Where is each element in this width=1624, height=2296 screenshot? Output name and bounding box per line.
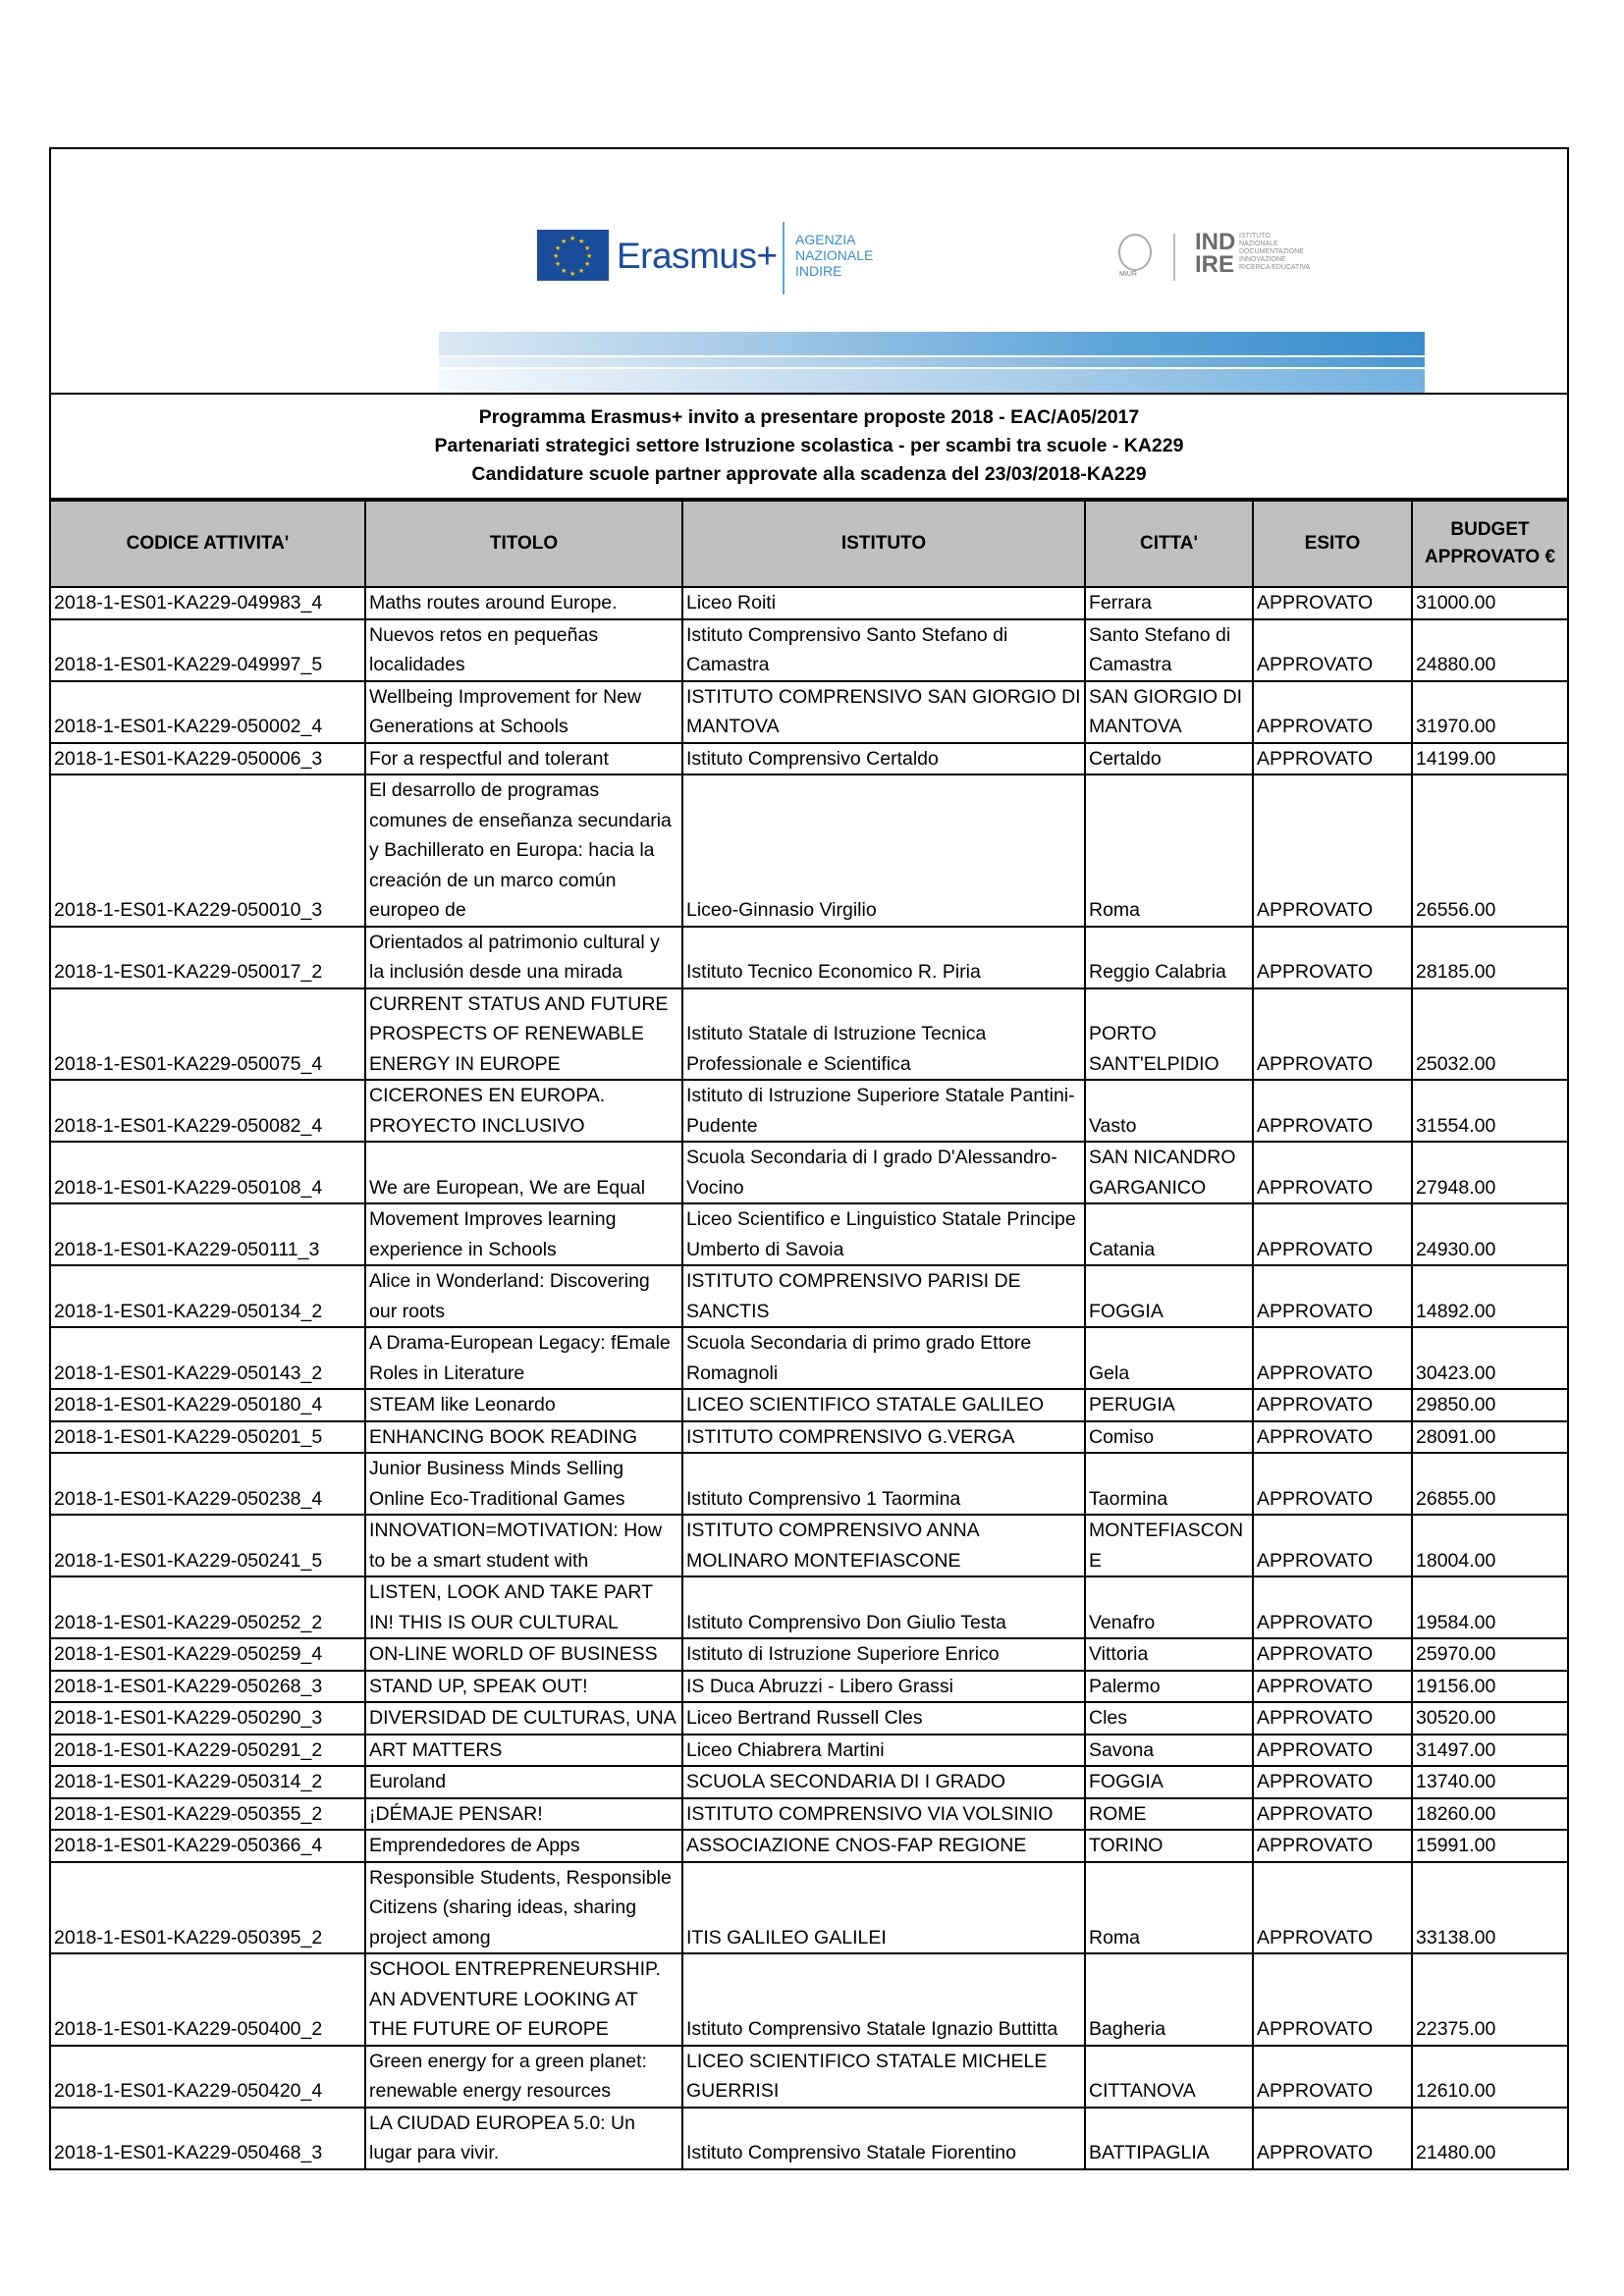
table-header-row [51, 501, 1567, 587]
header-esito: ESITO [1253, 501, 1412, 587]
cell-esito: APPROVATO [1253, 1735, 1412, 1767]
cell-titolo: Responsible Students, Responsible Citizens (sharing ideas, sharing project among [365, 1862, 682, 1954]
cell-budget: 18260.00 [1412, 1798, 1567, 1831]
table-row [51, 988, 1567, 1081]
cell-budget: 31970.00 [1412, 681, 1567, 743]
miur-seal-icon [1118, 234, 1152, 271]
cell-esito: APPROVATO [1253, 1702, 1412, 1735]
cell-budget: 30423.00 [1412, 1327, 1567, 1389]
cell-codice: 2018-1-ES01-KA229-049983_4 [51, 587, 365, 619]
table-row [51, 681, 1567, 743]
cell-esito: APPROVATO [1253, 1862, 1412, 1954]
cell-istituto: Istituto Comprensivo Don Giulio Testa [682, 1576, 1085, 1638]
cell-citta: Vittoria [1085, 1638, 1253, 1671]
cell-citta: Roma [1085, 1862, 1253, 1954]
cell-istituto: Scuola Secondaria di primo grado Ettore Romagnoli [682, 1327, 1085, 1389]
cell-codice: 2018-1-ES01-KA229-050268_3 [51, 1671, 365, 1703]
cell-titolo: El desarrollo de programas comunes de enseñanza secundaria y Bachillerato en Europa: hacia la creación de un marco común europeo de [365, 774, 682, 927]
table-row [51, 774, 1567, 927]
cell-istituto: LICEO SCIENTIFICO STATALE MICHELE GUERRISI [682, 2046, 1085, 2108]
cell-esito: APPROVATO [1253, 1798, 1412, 1831]
cell-budget: 19584.00 [1412, 1576, 1567, 1638]
logo-divider-2 [1173, 234, 1175, 281]
cell-titolo: Emprendedores de Apps [365, 1830, 682, 1862]
cell-budget: 31554.00 [1412, 1080, 1567, 1142]
cell-istituto: Istituto Comprensivo Santo Stefano di Camastra [682, 619, 1085, 681]
cell-istituto: Liceo Scientifico e Linguistico Statale Principe Umberto di Savoia [682, 1203, 1085, 1265]
table-row [51, 1203, 1567, 1265]
cell-titolo: A Drama-European Legacy: fEmale Roles in Literature [365, 1327, 682, 1389]
table-row [51, 1327, 1567, 1389]
cell-istituto: Istituto Comprensivo 1 Taormina [682, 1453, 1085, 1515]
cell-codice: 2018-1-ES01-KA229-050395_2 [51, 1862, 365, 1954]
cell-codice: 2018-1-ES01-KA229-050366_4 [51, 1830, 365, 1862]
cell-titolo: STEAM like Leonardo [365, 1389, 682, 1421]
cell-budget: 14892.00 [1412, 1265, 1567, 1327]
indire-logo-text: IND IRE [1195, 229, 1236, 278]
table-row [51, 1453, 1567, 1515]
cell-istituto: Istituto Comprensivo Statale Fiorentino [682, 2108, 1085, 2168]
cell-budget: 15991.00 [1412, 1830, 1567, 1862]
cell-titolo: ART MATTERS [365, 1735, 682, 1767]
cell-codice: 2018-1-ES01-KA229-050075_4 [51, 988, 365, 1081]
cell-citta: BATTIPAGLIA [1085, 2108, 1253, 2168]
cell-titolo: LA CIUDAD EUROPEA 5.0: Un lugar para vivir. [365, 2108, 682, 2168]
cell-codice: 2018-1-ES01-KA229-050355_2 [51, 1798, 365, 1831]
cell-budget: 24930.00 [1412, 1203, 1567, 1265]
header-istituto: ISTITUTO [682, 501, 1085, 587]
agency-logo-text: AGENZIA NAZIONALE INDIRE [795, 232, 874, 279]
cell-codice: 2018-1-ES01-KA229-050002_4 [51, 681, 365, 743]
logo-band [51, 149, 1567, 395]
cell-esito: APPROVATO [1253, 1327, 1412, 1389]
cell-titolo: CICERONES EN EUROPA. PROYECTO INCLUSIVO [365, 1080, 682, 1142]
header-codice: CODICE ATTIVITA' [51, 501, 365, 587]
table-row [51, 1265, 1567, 1327]
cell-citta: Comiso [1085, 1421, 1253, 1454]
title-line-3: Candidature scuole partner approvate alla scadenza del 23/03/2018-KA229 [471, 463, 1147, 485]
table-row [51, 1638, 1567, 1671]
table-row [51, 1798, 1567, 1831]
cell-titolo: LISTEN, LOOK AND TAKE PART IN! THIS IS OUR CULTURAL [365, 1576, 682, 1638]
cell-istituto: Istituto Comprensivo Statale Ignazio Buttitta [682, 1953, 1085, 2046]
cell-esito: APPROVATO [1253, 587, 1412, 619]
cell-citta: Palermo [1085, 1671, 1253, 1703]
cell-citta: Bagheria [1085, 1953, 1253, 2046]
cell-citta: Reggio Calabria [1085, 927, 1253, 988]
cell-codice: 2018-1-ES01-KA229-050291_2 [51, 1735, 365, 1767]
cell-codice: 2018-1-ES01-KA229-050238_4 [51, 1453, 365, 1515]
table-row [51, 2046, 1567, 2108]
cell-citta: Catania [1085, 1203, 1253, 1265]
miur-label: MIUR [1119, 271, 1137, 278]
table-row [51, 1515, 1567, 1576]
cell-esito: APPROVATO [1253, 2108, 1412, 2168]
cell-citta: Santo Stefano di Camastra [1085, 619, 1253, 681]
cell-budget: 31000.00 [1412, 587, 1567, 619]
table-row [51, 1389, 1567, 1421]
cell-titolo: Euroland [365, 1766, 682, 1798]
cell-codice: 2018-1-ES01-KA229-050180_4 [51, 1389, 365, 1421]
table-row [51, 1735, 1567, 1767]
cell-esito: APPROVATO [1253, 1080, 1412, 1142]
cell-citta: Roma [1085, 774, 1253, 927]
cell-citta: SAN NICANDRO GARGANICO [1085, 1142, 1253, 1203]
cell-istituto: ASSOCIAZIONE CNOS-FAP REGIONE [682, 1830, 1085, 1862]
cell-titolo: STAND UP, SPEAK OUT! [365, 1671, 682, 1703]
cell-titolo: We are European, We are Equal [365, 1142, 682, 1203]
cell-budget: 30520.00 [1412, 1702, 1567, 1735]
cell-budget: 21480.00 [1412, 2108, 1567, 2168]
table-row [51, 1421, 1567, 1454]
cell-budget: 12610.00 [1412, 2046, 1567, 2108]
cell-codice: 2018-1-ES01-KA229-050201_5 [51, 1421, 365, 1454]
cell-esito: APPROVATO [1253, 743, 1412, 775]
cell-esito: APPROVATO [1253, 988, 1412, 1081]
cell-citta: FOGGIA [1085, 1265, 1253, 1327]
cell-esito: APPROVATO [1253, 774, 1412, 927]
cell-codice: 2018-1-ES01-KA229-050468_3 [51, 2108, 365, 2168]
cell-citta: SAN GIORGIO DI MANTOVA [1085, 681, 1253, 743]
eu-flag-logo: ★ ★ ★ ★ ★ ★ ★ ★ ★ ★ ★ ★ [537, 230, 609, 281]
cell-budget: 28091.00 [1412, 1421, 1567, 1454]
cell-codice: 2018-1-ES01-KA229-050017_2 [51, 927, 365, 988]
cell-esito: APPROVATO [1253, 619, 1412, 681]
cell-budget: 13740.00 [1412, 1766, 1567, 1798]
cell-istituto: Liceo-Ginnasio Virgilio [682, 774, 1085, 927]
cell-titolo: SCHOOL ENTREPRENEURSHIP. AN ADVENTURE LOOKING AT THE FUTURE OF EUROPE [365, 1953, 682, 2046]
cell-budget: 14199.00 [1412, 743, 1567, 775]
table-row [51, 1862, 1567, 1954]
cell-citta: Cles [1085, 1702, 1253, 1735]
cell-codice: 2018-1-ES01-KA229-050420_4 [51, 2046, 365, 2108]
cell-budget: 27948.00 [1412, 1142, 1567, 1203]
cell-istituto: ISTITUTO COMPRENSIVO PARISI DE SANCTIS [682, 1265, 1085, 1327]
table-row [51, 1080, 1567, 1142]
header-stripe [439, 332, 1425, 393]
cell-esito: APPROVATO [1253, 1265, 1412, 1327]
cell-budget: 28185.00 [1412, 927, 1567, 988]
cell-esito: APPROVATO [1253, 681, 1412, 743]
cell-codice: 2018-1-ES01-KA229-050259_4 [51, 1638, 365, 1671]
approved-schools-table [51, 500, 1567, 2168]
cell-codice: 2018-1-ES01-KA229-050143_2 [51, 1327, 365, 1389]
cell-istituto: IS Duca Abruzzi - Libero Grassi [682, 1671, 1085, 1703]
header-citta: CITTA' [1085, 501, 1253, 587]
table-row [51, 1671, 1567, 1703]
cell-istituto: ISTITUTO COMPRENSIVO G.VERGA [682, 1421, 1085, 1454]
table-row [51, 743, 1567, 775]
cell-istituto: Istituto Statale di Istruzione Tecnica Professionale e Scientifica [682, 988, 1085, 1081]
table-row [51, 619, 1567, 681]
cell-codice: 2018-1-ES01-KA229-050241_5 [51, 1515, 365, 1576]
cell-budget: 29850.00 [1412, 1389, 1567, 1421]
cell-budget: 26556.00 [1412, 774, 1567, 927]
document-frame [49, 147, 1569, 2170]
table-row [51, 927, 1567, 988]
cell-esito: APPROVATO [1253, 1830, 1412, 1862]
cell-titolo: INNOVATION=MOTIVATION: How to be a smart student with [365, 1515, 682, 1576]
cell-citta: Vasto [1085, 1080, 1253, 1142]
cell-budget: 25970.00 [1412, 1638, 1567, 1671]
cell-citta: PORTO SANT'ELPIDIO [1085, 988, 1253, 1081]
cell-titolo: ON-LINE WORLD OF BUSINESS [365, 1638, 682, 1671]
cell-titolo: CURRENT STATUS AND FUTURE PROSPECTS OF RENEWABLE ENERGY IN EUROPE [365, 988, 682, 1081]
cell-istituto: Liceo Chiabrera Martini [682, 1735, 1085, 1767]
cell-citta: Certaldo [1085, 743, 1253, 775]
cell-citta: ROME [1085, 1798, 1253, 1831]
cell-esito: APPROVATO [1253, 1766, 1412, 1798]
cell-istituto: ISTITUTO COMPRENSIVO SAN GIORGIO DI MANTOVA [682, 681, 1085, 743]
cell-codice: 2018-1-ES01-KA229-050082_4 [51, 1080, 365, 1142]
cell-citta: Savona [1085, 1735, 1253, 1767]
cell-citta: Taormina [1085, 1453, 1253, 1515]
cell-istituto: ITIS GALILEO GALILEI [682, 1862, 1085, 1954]
cell-istituto: SCUOLA SECONDARIA DI I GRADO [682, 1766, 1085, 1798]
cell-istituto: Scuola Secondaria di I grado D'Alessandro-Vocino [682, 1142, 1085, 1203]
header-titolo: TITOLO [365, 501, 682, 587]
cell-istituto: Istituto Comprensivo Certaldo [682, 743, 1085, 775]
table-row [51, 1953, 1567, 2046]
cell-codice: 2018-1-ES01-KA229-050134_2 [51, 1265, 365, 1327]
cell-esito: APPROVATO [1253, 2046, 1412, 2108]
cell-budget: 22375.00 [1412, 1953, 1567, 2046]
cell-titolo: Green energy for a green planet: renewable energy resources [365, 2046, 682, 2108]
cell-citta: FOGGIA [1085, 1766, 1253, 1798]
cell-titolo: Junior Business Minds Selling Online Eco-Traditional Games [365, 1453, 682, 1515]
cell-codice: 2018-1-ES01-KA229-050400_2 [51, 1953, 365, 2046]
table-body [51, 587, 1567, 2168]
cell-titolo: For a respectful and tolerant [365, 743, 682, 775]
erasmus-plus-logo-text: Erasmus+ [617, 236, 778, 276]
cell-esito: APPROVATO [1253, 1421, 1412, 1454]
cell-esito: APPROVATO [1253, 1576, 1412, 1638]
table-row [51, 1142, 1567, 1203]
cell-titolo: Wellbeing Improvement for New Generations at Schools [365, 681, 682, 743]
cell-esito: APPROVATO [1253, 1671, 1412, 1703]
indire-logo-subtext: ISTITUTO NAZIONALE DOCUMENTAZIONE INNOVAZIONE RICERCA EDUCATIVA [1239, 233, 1311, 271]
cell-esito: APPROVATO [1253, 1638, 1412, 1671]
title-line-2: Partenariati strategici settore Istruzione scolastica - per scambi tra scuole - KA229 [434, 435, 1184, 456]
cell-titolo: Alice in Wonderland: Discovering our roots [365, 1265, 682, 1327]
cell-codice: 2018-1-ES01-KA229-050111_3 [51, 1203, 365, 1265]
cell-budget: 31497.00 [1412, 1735, 1567, 1767]
cell-esito: APPROVATO [1253, 1953, 1412, 2046]
cell-istituto: Liceo Roiti [682, 587, 1085, 619]
cell-citta: MONTEFIASCON E [1085, 1515, 1253, 1576]
table-row [51, 1702, 1567, 1735]
cell-codice: 2018-1-ES01-KA229-050010_3 [51, 774, 365, 927]
document-title-block [51, 395, 1567, 500]
cell-codice: 2018-1-ES01-KA229-050252_2 [51, 1576, 365, 1638]
cell-istituto: Istituto Tecnico Economico R. Piria [682, 927, 1085, 988]
cell-istituto: ISTITUTO COMPRENSIVO VIA VOLSINIO [682, 1798, 1085, 1831]
cell-titolo: Movement Improves learning experience in Schools [365, 1203, 682, 1265]
logo-divider [783, 222, 785, 294]
header-budget: BUDGET APPROVATO € [1412, 501, 1567, 587]
cell-citta: Gela [1085, 1327, 1253, 1389]
cell-citta: PERUGIA [1085, 1389, 1253, 1421]
cell-istituto: ISTITUTO COMPRENSIVO ANNA MOLINARO MONTEFIASCONE [682, 1515, 1085, 1576]
table-row [51, 587, 1567, 619]
cell-titolo: Maths routes around Europe. [365, 587, 682, 619]
cell-esito: APPROVATO [1253, 927, 1412, 988]
cell-esito: APPROVATO [1253, 1389, 1412, 1421]
cell-istituto: LICEO SCIENTIFICO STATALE GALILEO [682, 1389, 1085, 1421]
cell-titolo: Orientados al patrimonio cultural y la inclusión desde una mirada [365, 927, 682, 988]
cell-citta: Venafro [1085, 1576, 1253, 1638]
cell-esito: APPROVATO [1253, 1142, 1412, 1203]
cell-codice: 2018-1-ES01-KA229-049997_5 [51, 619, 365, 681]
table-row [51, 1766, 1567, 1798]
cell-esito: APPROVATO [1253, 1453, 1412, 1515]
cell-titolo: ENHANCING BOOK READING [365, 1421, 682, 1454]
cell-titolo: ¡DÉMAJE PENSAR! [365, 1798, 682, 1831]
cell-titolo: Nuevos retos en pequeñas localidades [365, 619, 682, 681]
table-row [51, 1830, 1567, 1862]
cell-codice: 2018-1-ES01-KA229-050314_2 [51, 1766, 365, 1798]
cell-codice: 2018-1-ES01-KA229-050006_3 [51, 743, 365, 775]
cell-citta: CITTANOVA [1085, 2046, 1253, 2108]
cell-budget: 26855.00 [1412, 1453, 1567, 1515]
table-row [51, 1576, 1567, 1638]
table-row [51, 2108, 1567, 2168]
cell-budget: 18004.00 [1412, 1515, 1567, 1576]
cell-budget: 25032.00 [1412, 988, 1567, 1081]
cell-istituto: Istituto di Istruzione Superiore Statale Pantini-Pudente [682, 1080, 1085, 1142]
cell-istituto: Liceo Bertrand Russell Cles [682, 1702, 1085, 1735]
cell-citta: Ferrara [1085, 587, 1253, 619]
cell-citta: TORINO [1085, 1830, 1253, 1862]
cell-budget: 24880.00 [1412, 619, 1567, 681]
cell-titolo: DIVERSIDAD DE CULTURAS, UNA [365, 1702, 682, 1735]
cell-istituto: Istituto di Istruzione Superiore Enrico [682, 1638, 1085, 1671]
cell-esito: APPROVATO [1253, 1203, 1412, 1265]
cell-budget: 33138.00 [1412, 1862, 1567, 1954]
cell-esito: APPROVATO [1253, 1515, 1412, 1576]
title-line-1: Programma Erasmus+ invito a presentare proposte 2018 - EAC/A05/2017 [478, 406, 1140, 428]
cell-codice: 2018-1-ES01-KA229-050108_4 [51, 1142, 365, 1203]
cell-budget: 19156.00 [1412, 1671, 1567, 1703]
cell-codice: 2018-1-ES01-KA229-050290_3 [51, 1702, 365, 1735]
